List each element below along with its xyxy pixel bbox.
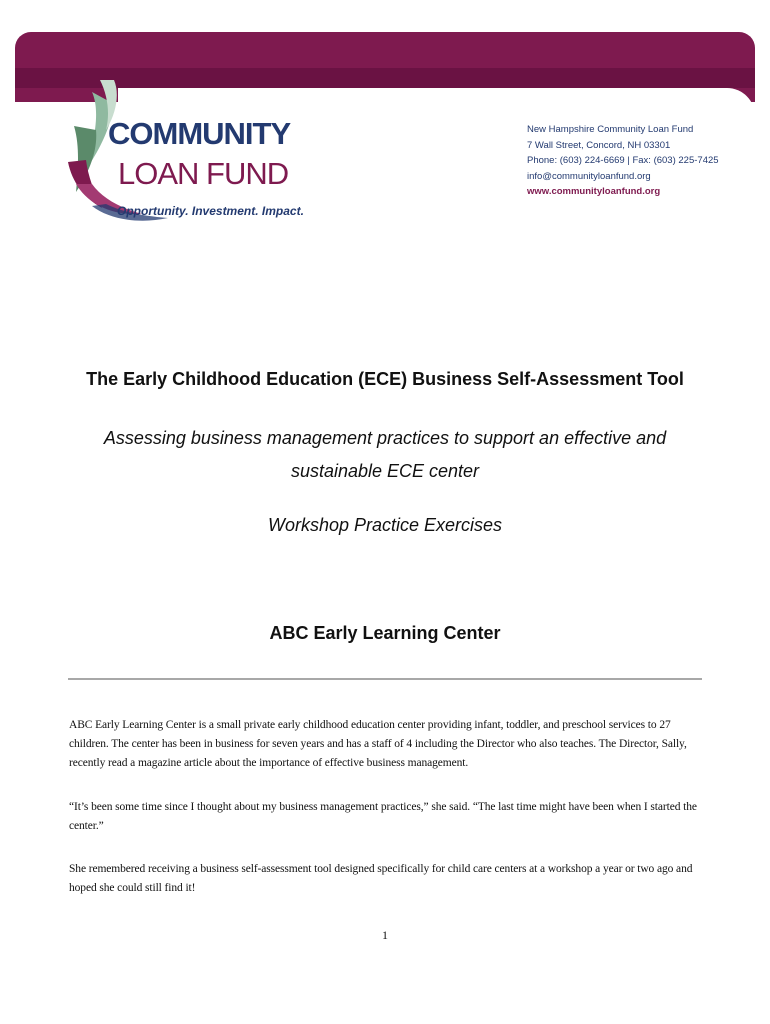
workshop-subtitle: Workshop Practice Exercises [267,515,503,535]
contact-address: 7 Wall Street, Concord, NH 03301 [527,139,671,151]
contact-block [527,122,719,200]
body-paragraph: “It’s been some time since I thought about my business management practices,” she said. “The last time might have been when I started the center.” [69,801,697,832]
logo-tagline: Opportunity. Investment. Impact. [117,204,304,218]
logo-wordmark-loan-fund: LOAN FUND [118,156,289,191]
document-subtitle: Assessing business management practices to support an effective and sustainable ECE center [103,428,667,481]
contact-email[interactable]: info@communityloanfund.org [527,170,651,182]
section-heading-center-name: ABC Early Learning Center [269,623,501,643]
contact-org-name: New Hampshire Community Loan Fund [527,124,694,135]
body-paragraph: She remembered receiving a business self-assessment tool designed specifically for child care centers at a workshop a year or two ago and hoped she could still find it! [69,863,693,894]
body-paragraph: ABC Early Learning Center is a small private early childhood education center providing infant, toddler, and preschool services to 27 children. The center has been in business for seven years and has a staff of 4 including the Director who also teaches. The Director, Sally, recently read a magazine article about the importance of effective business management. [69,719,687,769]
document-title: The Early Childhood Education (ECE) Business Self-Assessment Tool [86,369,684,389]
contact-phone-fax: Phone: (603) 224-6669 | Fax: (603) 225-7425 [527,155,719,167]
horizontal-divider [68,678,702,680]
logo-wordmark-community: COMMUNITY [108,116,291,151]
contact-website-link[interactable]: www.communityloanfund.org [527,186,661,198]
page-number: 1 [382,928,388,942]
